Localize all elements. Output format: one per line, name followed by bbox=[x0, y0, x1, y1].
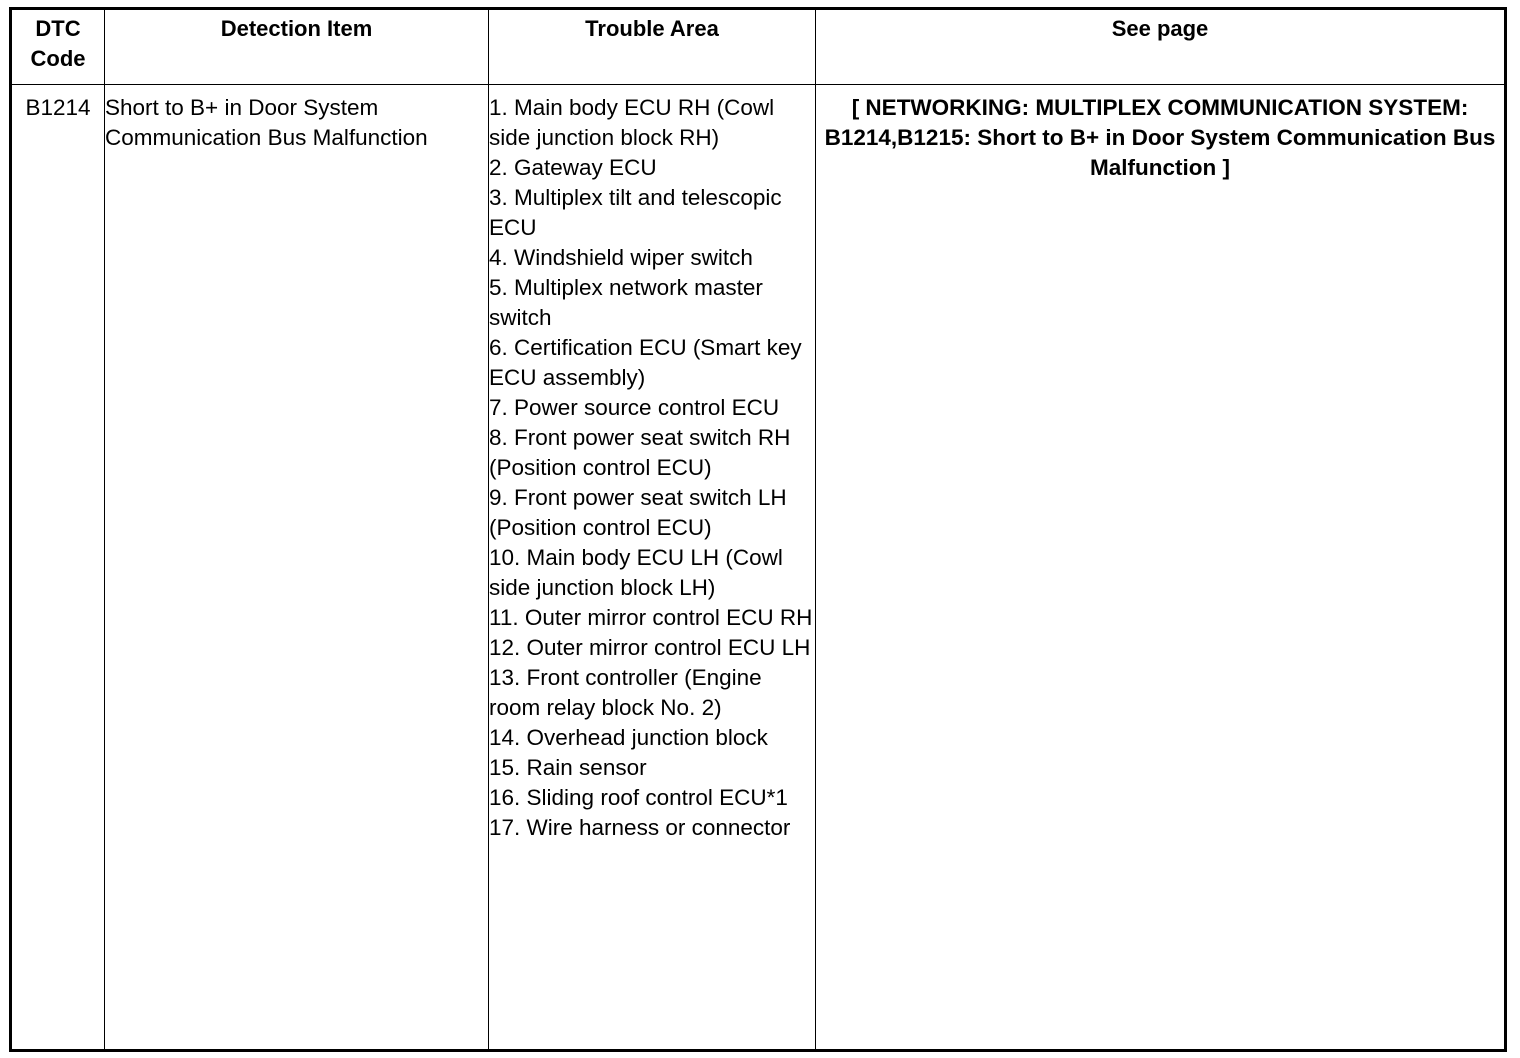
header-see-page: See page bbox=[816, 9, 1506, 85]
dtc-table bbox=[9, 7, 1507, 1052]
trouble-area-item: 1. Main body ECU RH (Cowl side junction block RH) bbox=[489, 95, 775, 150]
header-row bbox=[11, 9, 1506, 85]
trouble-area-item: 13. Front controller (Engine room relay block No. 2) bbox=[489, 665, 762, 720]
trouble-area-item: 2. Gateway ECU bbox=[489, 155, 657, 180]
header-trouble-area: Trouble Area bbox=[489, 9, 816, 85]
trouble-area-item: 15. Rain sensor bbox=[489, 755, 647, 780]
detection-item-cell: Short to B+ in Door System Communication Bus Malfunction bbox=[105, 85, 489, 1051]
trouble-area-item: 12. Outer mirror control ECU LH bbox=[489, 635, 811, 660]
trouble-area-item: 16. Sliding roof control ECU*1 bbox=[489, 785, 788, 810]
dtc-code-cell: B1214 bbox=[11, 85, 105, 1051]
trouble-area-item: 17. Wire harness or connector bbox=[489, 815, 791, 840]
see-page-link[interactable]: [ NETWORKING: MULTIPLEX COMMUNICATION SYSTEM: B1214,B1215: Short to B+ in Door System Communication Bus Malfunction ] bbox=[816, 85, 1506, 1051]
trouble-area-item: 11. Outer mirror control ECU RH bbox=[489, 605, 813, 630]
trouble-area-item: 5. Multiplex network master switch bbox=[489, 275, 763, 330]
table-body bbox=[11, 85, 1506, 1051]
trouble-area-cell bbox=[489, 85, 816, 1051]
trouble-area-item: 7. Power source control ECU bbox=[489, 395, 780, 420]
table-header bbox=[11, 9, 1506, 85]
trouble-area-list bbox=[489, 93, 815, 843]
trouble-area-item: 9. Front power seat switch LH (Position control ECU) bbox=[489, 485, 787, 540]
header-detection-item: Detection Item bbox=[105, 9, 489, 85]
table-row bbox=[11, 85, 1506, 1051]
header-dtc-code-line2: Code bbox=[30, 46, 86, 71]
trouble-area-item: 4. Windshield wiper switch bbox=[489, 245, 753, 270]
trouble-area-item: 10. Main body ECU LH (Cowl side junction block LH) bbox=[489, 545, 783, 600]
trouble-area-item: 6. Certification ECU (Smart key ECU assembly) bbox=[489, 335, 802, 390]
header-dtc-code-line1: DTC bbox=[35, 16, 81, 41]
trouble-area-item: 14. Overhead junction block bbox=[489, 725, 768, 750]
trouble-area-item: 3. Multiplex tilt and telescopic ECU bbox=[489, 185, 782, 240]
trouble-area-item: 8. Front power seat switch RH (Position control ECU) bbox=[489, 425, 791, 480]
header-dtc-code bbox=[11, 9, 105, 85]
